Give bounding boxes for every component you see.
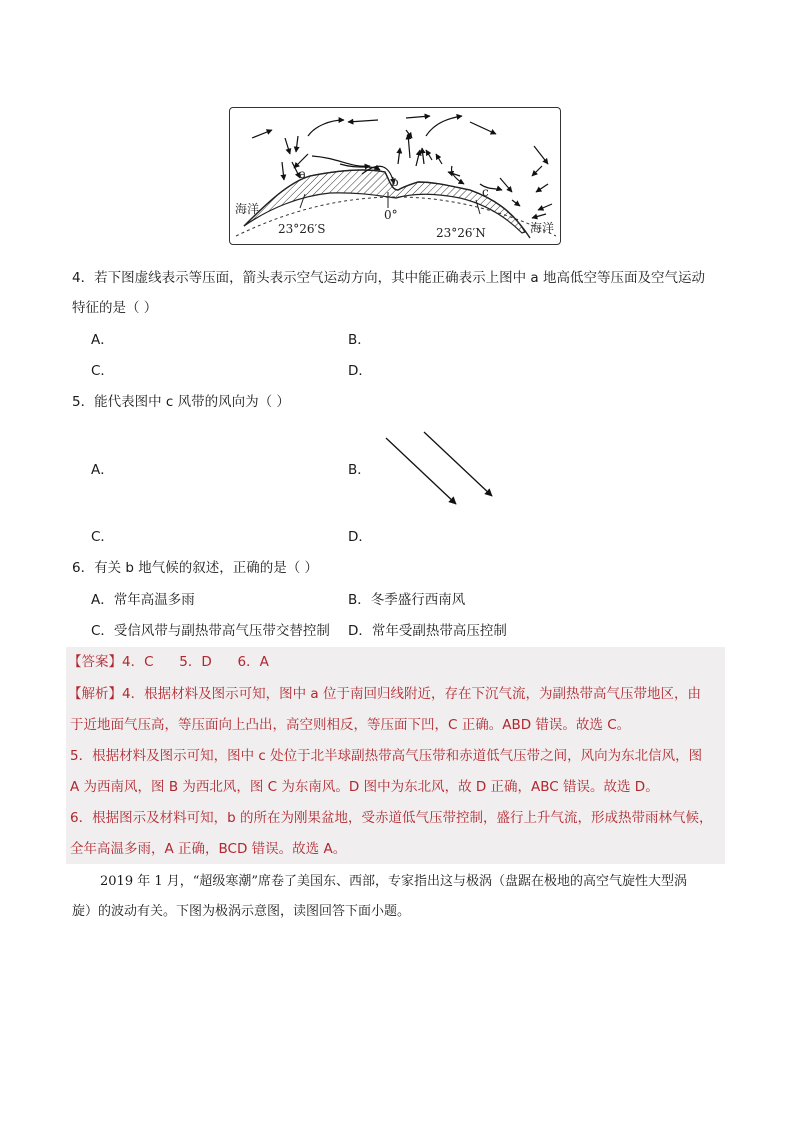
answer-line: [68, 652, 269, 672]
q5-option-b-arrows: [380, 428, 500, 508]
q4-option-b[interactable]: B．: [348, 332, 371, 348]
analysis-line1: 【解析】4．根据材料及图示可知，图中 a 位于南回归线附近，存在下沉气流，为副热带高气压带地区，由: [68, 686, 701, 702]
answer-label: 【答案】: [68, 654, 122, 670]
analysis-label: 【解析】: [68, 686, 122, 702]
q4-option-c[interactable]: C．: [91, 363, 114, 379]
label-ocean-right: 海洋: [530, 221, 555, 235]
airflow-arrows: [252, 116, 552, 218]
wind-belt-diagram: [230, 108, 562, 246]
q5-option-a[interactable]: A．: [91, 462, 114, 478]
analysis-line3: 5．根据材料及图示可知，图中 c 处位于北半球副热带高气压带和赤道低气压带之间，风向为东北信风，图: [70, 748, 703, 764]
q4-option-a[interactable]: A．: [91, 332, 114, 348]
label-a: a: [299, 167, 307, 181]
label-ocean-left: 海洋: [235, 202, 260, 216]
analysis-line6: 全年高温多雨，A 正确，BCD 错误。故选 A。: [70, 841, 347, 857]
wind-arrow-2: [424, 432, 492, 496]
q4-option-d[interactable]: D．: [348, 363, 372, 379]
analysis-line2: 于近地面气压高，等压面向上凸出，高空则相反，等压面下凹，C 正确。ABD 错误。故选 C。: [70, 717, 631, 733]
q4-stem-line1: 4．若下图虚线表示等压面，箭头表示空气运动方向，其中能正确表示上图中 a 地高低空等压面及空气运动: [72, 270, 705, 286]
label-b: b: [391, 175, 399, 189]
q5-stem: 5．能代表图中 c 风带的风向为（ ）: [72, 394, 290, 410]
q5-option-d[interactable]: D．: [348, 529, 372, 545]
analysis-line5: 6．根据图示及材料可知，b 的所在为刚果盆地，受赤道低气压带控制，盛行上升气流，形成热带雨林气候，: [70, 810, 713, 826]
wind-arrow-1: [386, 438, 456, 504]
label-lat-north: 23°26′N: [436, 226, 486, 240]
q6-stem: 6．有关 b 地气候的叙述，正确的是（ ）: [72, 560, 319, 576]
label-c: c: [482, 185, 489, 199]
q6-option-c[interactable]: C．受信风带与副热带高气压带交替控制: [91, 623, 330, 639]
q6-option-b[interactable]: B．冬季盛行西南风: [348, 592, 466, 608]
label-lat-south: 23°26′S: [278, 222, 326, 236]
analysis-line4: A 为西南风，图 B 为西北风，图 C 为东南风。D 图中为东北风，故 D 正确，ABC 错误。故选 D。: [70, 779, 659, 795]
answer-text: 4．C 5．D 6．A: [122, 654, 269, 670]
q4-stem-line2: 特征的是（ ）: [72, 300, 158, 316]
q5-option-b[interactable]: B．: [348, 462, 371, 478]
q5-option-c[interactable]: C．: [91, 529, 114, 545]
next-intro-line2: 旋）的波动有关。下图为极涡示意图，读图回答下面小题。: [72, 904, 411, 919]
next-intro-line1: 2019 年 1 月，“超级寒潮”席卷了美国东、西部，专家指出这与极涡（盘踞在极地的高空气旋性大型涡: [100, 874, 688, 889]
wind-belt-figure: [229, 107, 561, 245]
label-lat-equator: 0°: [384, 208, 398, 222]
q6-option-a[interactable]: A．常年高温多雨: [91, 592, 195, 608]
q6-option-d[interactable]: D．常年受副热带高压控制: [348, 623, 507, 639]
